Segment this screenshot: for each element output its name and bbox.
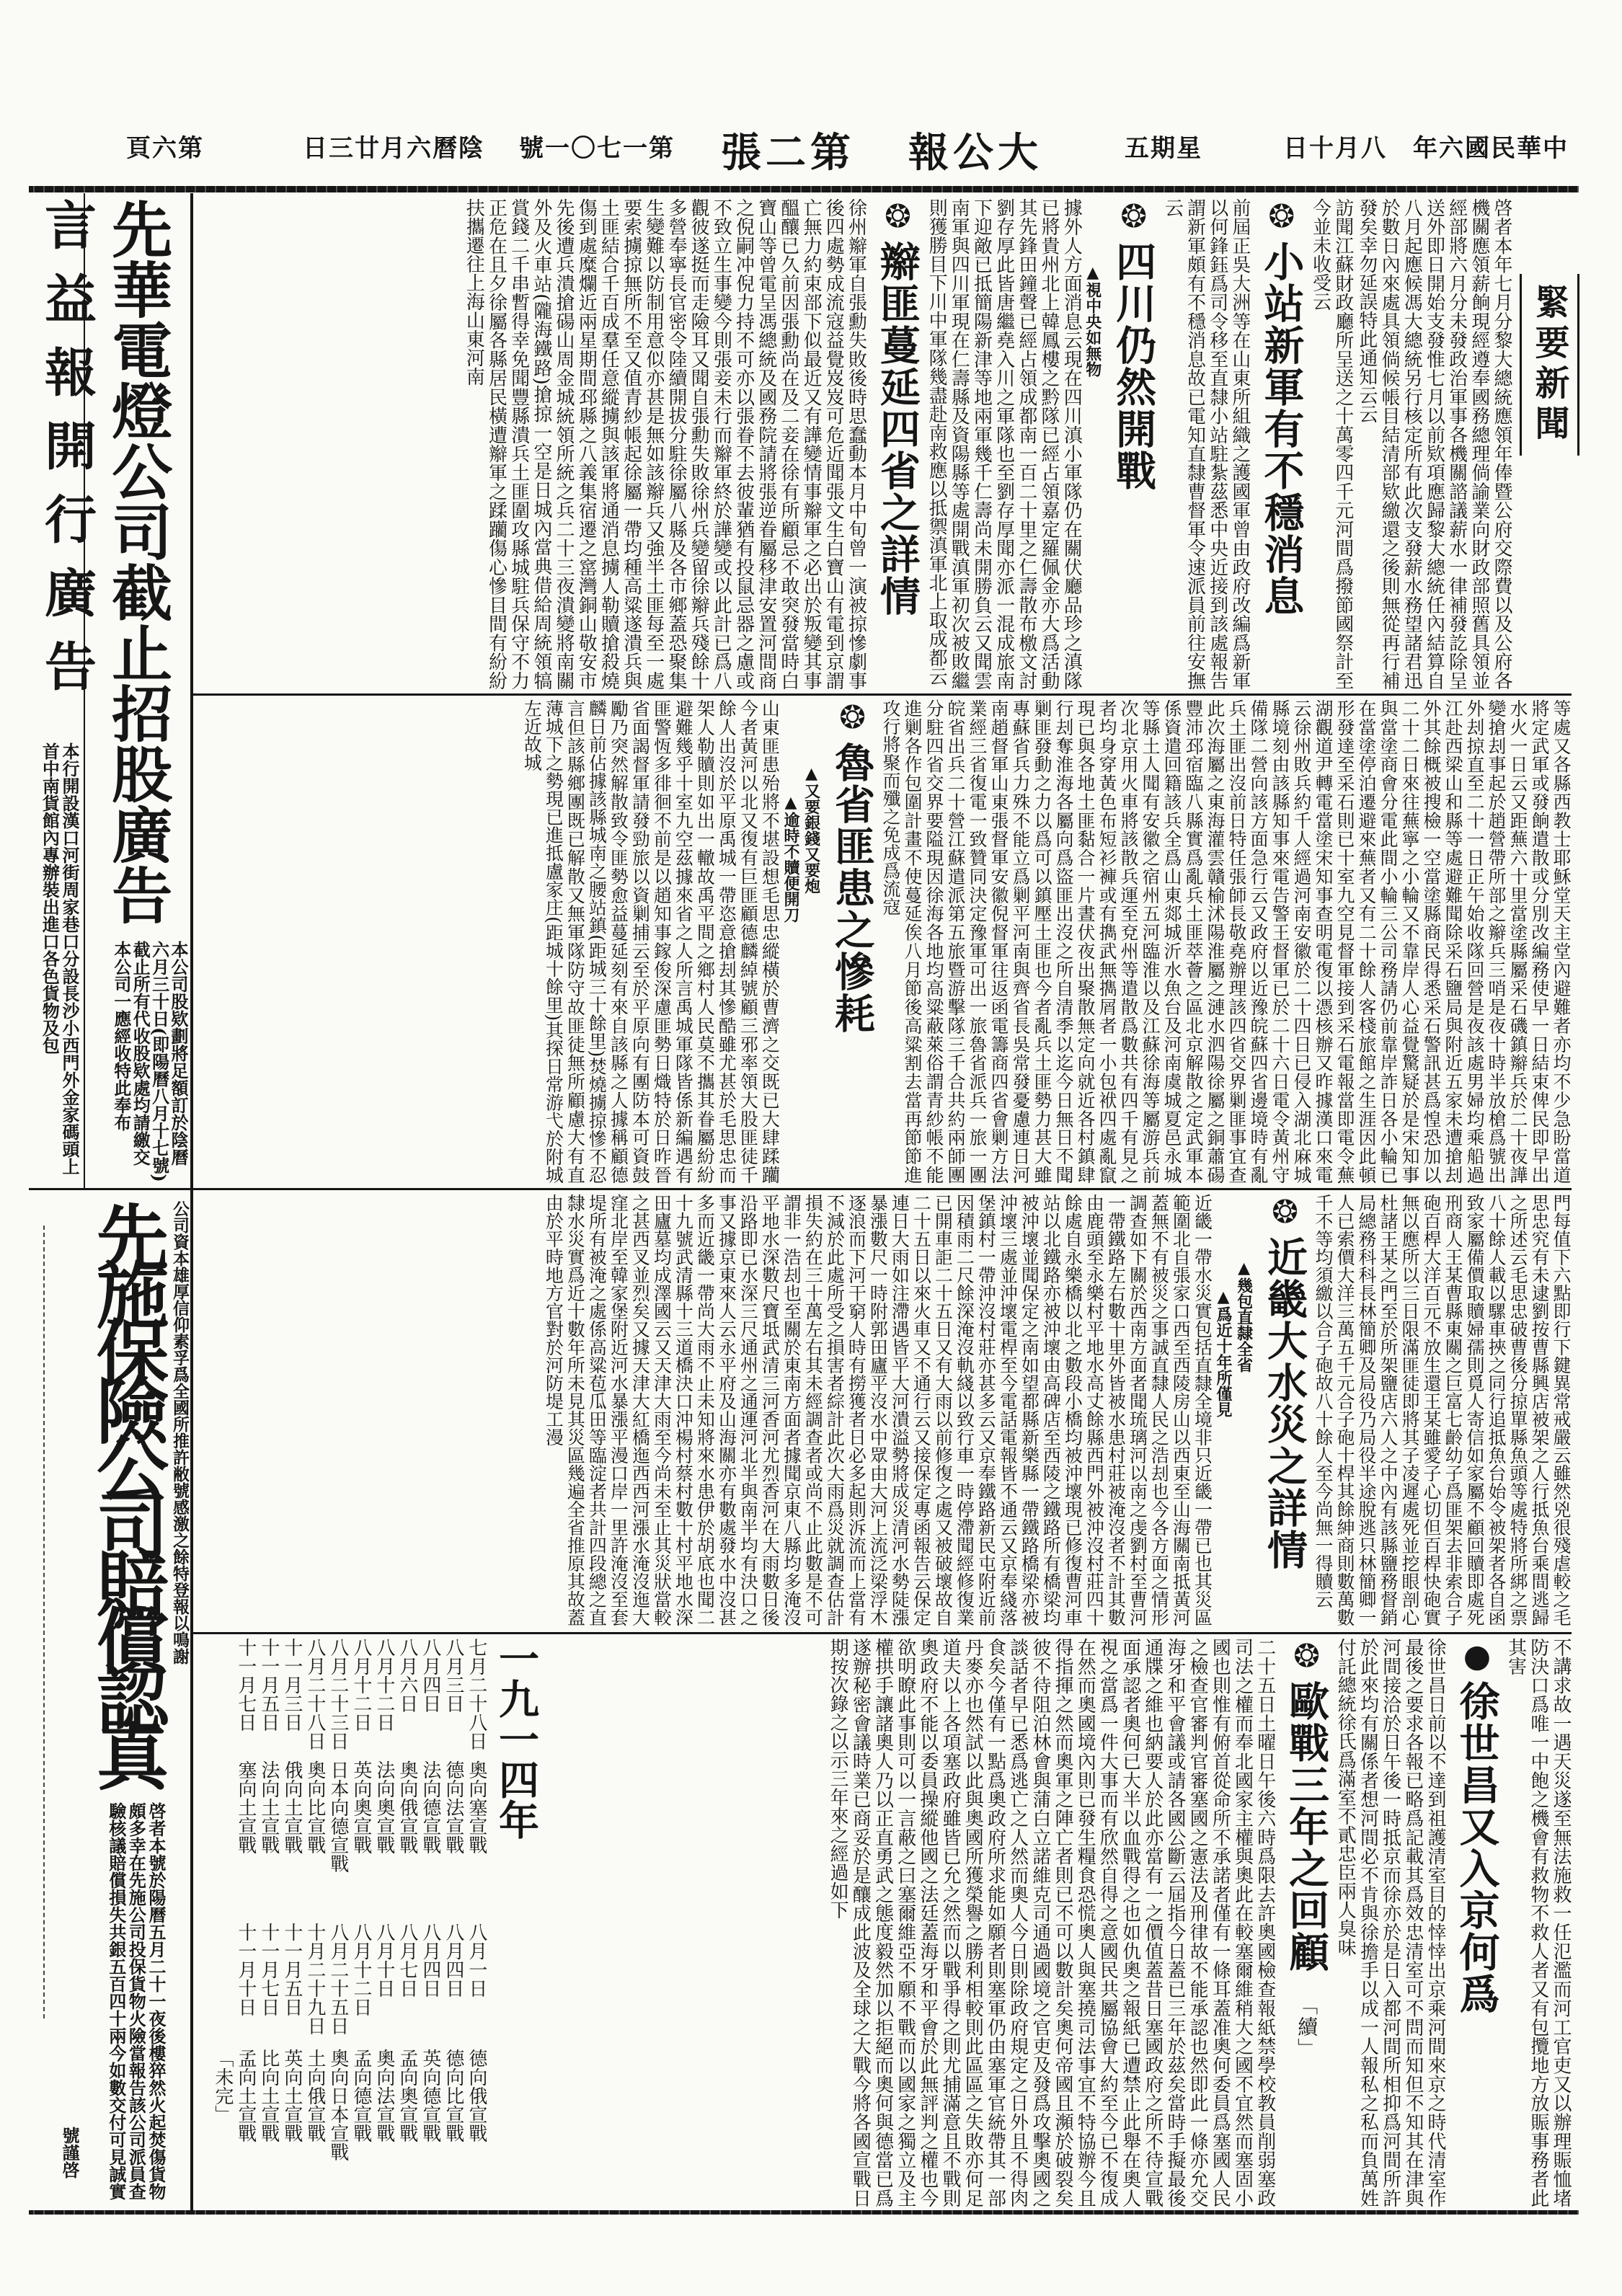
table-year-heading: 一九一四年 bbox=[492, 1638, 540, 1840]
table-column bbox=[326, 1638, 349, 2207]
table-column bbox=[395, 1638, 418, 2207]
event: 奧向塞宣戰 bbox=[465, 1760, 487, 1854]
page-number: 第六頁 bbox=[126, 134, 204, 163]
ad-sincere-text: 啓者本號於陽曆五月二十一夜後樓猝然火起焚傷貨物頗多幸在先施公司投保貨物火險當報告該公司派員查驗核議賠償損失共銀五百四十兩今如數交付可見誠實 bbox=[105, 1802, 167, 2200]
headline-xiaozhan bbox=[1258, 198, 1304, 690]
lunar-date: 陰曆六月廿三日 bbox=[303, 134, 484, 163]
date: 十月二十九日 bbox=[303, 1923, 326, 2035]
subheadline: ▲逾時不贖便開刀 bbox=[781, 793, 801, 923]
headline-war-review bbox=[1283, 1638, 1329, 2207]
article-jiangsu-finance: 訪聞江蘇財政廳所呈送之十萬零四千元河間爲撥節國祭計至今並未收受云 bbox=[1309, 198, 1354, 690]
article-bianfei-body: 徐州辮軍自張勳失敗後時思蠢動本月中旬曾一演被掠慘劇事後四處勢成流寇益覺岌岌可危近聞張文生白寶山有電到京謂亡無力約束部下似最近又有譁變情事辮軍之必出於叛變其事醞釀已久前因張勳尚在及二妾在徐有所顧忌不敢突發當時白寶山等曾電呈馮總統及國務院請將張逆眷屬移津安置河間商之倪嗣冲倪力持不可亦以張眷不去彼輩猶有投鼠忌器之慮或不致立生事變今則張妾未行而辮軍終於譁變或以此計已爲八觀彼遂挺而走險耳又聞自張勳失敗徐州兵變留徐辮兵殘餘十多營奉寧長官密令陸續開拔分駐徐屬八縣及各市鄉蓋恐聚集生變難以防制用意似亦甚是無如該辮兵又強半土匪每至一處要索擄掠無所不至又值青紗帳起徐屬一帶均種高粱遂潰兵與土匪結合千百成羣任意縱擄與該軍將通消息擄人勒贖搶殺燒傷到處糜爛近兩星期間邳縣之八義集宿遷之窰灣銅山敬安市先後遭兵潰搶碭山周金城統領所統之兵二十三夜潰變將南關外及火車站(隴海鐵路)搶掠一空是日城內當典借給周統領犒賞錢二千串暫得幸免聞豐縣潰兵土匪圍攻縣城駐兵保守不力正危在且夕徐屬各縣居民橫遭辮軍之蹂躪傷心慘目間有紛紛扶攜遷往上海山東河南 bbox=[463, 198, 867, 690]
article-salary-notice: 啓者本年七月分黎大總統應領年俸暨公府交際費以及公府各機關應領薪餉現經遵奉國務總理倘諭業向財政部照舊具領並經部將六月分未發政治軍事各機關諮議薪水一律補發訖除呈送外即日開始支發惟七月以前欵項應歸黎大總統任內結算自八月起應候馮大總統另行核定所有此次支發薪水務望諸君迅於數日內來處具領倘候帳目結清部欵繳還之後則無從再行補發矣幸勿延誤特此通知云云 bbox=[1355, 198, 1512, 690]
headline-bianfei bbox=[874, 198, 920, 690]
table-column bbox=[210, 1638, 234, 2207]
headline-flood bbox=[1262, 1194, 1308, 1626]
date: 八月六日 bbox=[396, 1638, 418, 1713]
event: 塞向土宣戰 bbox=[234, 1760, 257, 1854]
date: 八月四日 bbox=[419, 1923, 441, 1998]
event: 孟向奧宣戰 bbox=[396, 2049, 418, 2142]
masthead-rule bbox=[29, 186, 1579, 192]
date: 八月二十五日 bbox=[327, 1923, 349, 2035]
event: 法向奧宣戰 bbox=[373, 1760, 395, 1854]
band-divider bbox=[29, 1188, 1572, 1190]
table-column bbox=[464, 1638, 487, 2207]
event: 法向德宣戰 bbox=[419, 1760, 441, 1854]
band-divider bbox=[193, 693, 1572, 696]
date: 十一月七日 bbox=[257, 1923, 280, 2016]
headline-text: 辮匪蔓延四省之詳情 bbox=[873, 241, 921, 617]
headline-text: 歐戰三年之回顧 bbox=[1282, 1680, 1331, 1973]
date: 八月十二日 bbox=[350, 1923, 372, 2016]
event: 奧向日本宣戰 bbox=[327, 2049, 349, 2161]
event: 比向土宣戰 bbox=[257, 2049, 280, 2142]
war-declaration-table bbox=[198, 1638, 544, 2207]
article-sichuan-body: 據外人方面消息云現在四川滇小軍隊仍在關伏廳品珍之滇隊已將貴州北上韓鳳樓之黔隊已經占領嘉定羅佩金亦大爲活動其先鋒田鐘聲已經占領成都南一百二十里之仁壽散布檄文討劉存厚此皆唐繼堯入川之軍隊也至劉存厚聞亦派一混成旅南下迎敵已抵簡陽新津等地兩軍幾千仁壽尚未開勝負云又聞雲南軍與四川軍現在仁壽縣及資陽縣等處開戰滇軍初次被敗繼則獲勝目下川中軍隊幾盡赴南救應以抵禦滇軍北上取成都云 bbox=[926, 198, 1083, 690]
headline-text: 近畿大水災之詳情 bbox=[1261, 1236, 1308, 1571]
article-lu-continued: 門每值下六點即行下鍵異常戒嚴云雖然兇很殘虐較之毛思忠究有未逮劉按曹縣興店被架之人行抵魚台乘間逃歸之所述云毛思忠破曹後分掠單縣魚頭等處特將所綁之票八十餘人載以騾車挾之同行追抵魚台始令被架者各自函致家屬備價取贖婦孺則覓人寄信如家屬不顧回贖即處死刑商人王某曹縣東關之巨富七齡幼子爲匪架去非索合子砲百桿大洋百元不放生還王某雖愛子心切但百桿快砲實無以應所以三日限滿匪徒即將其子凌遲處死並挖眼剖心杜諸王某之門至於所架鹽店六人之中內有該縣鹽務督銷局總務科科長林簡卿及局役乃局役半途脫逃只林簡卿一人已索價大洋三萬五千元合子砲十桿其餘紳商則數萬數千不等均須繳以合子砲故八十餘人至今尚無一得贖云 bbox=[1313, 1194, 1572, 1626]
ornament-icon: ❂ bbox=[1288, 1638, 1326, 1676]
ad-sincere-signature: 號謹啓 bbox=[59, 2127, 80, 2178]
news-band-b bbox=[193, 699, 1572, 1184]
ad-xianhua-title: 先華電燈公司截止招股廣告 bbox=[102, 198, 173, 925]
event: 奧向俄宣戰 bbox=[396, 1760, 418, 1854]
table-column bbox=[441, 1638, 464, 2207]
date: 八月十二日 bbox=[350, 1638, 372, 1732]
to-be-continued: 「未完」 bbox=[211, 2049, 234, 2124]
article-flood-body: 近畿一帶水災實包括直隸全境非只近畿一帶已也其災區範圍北自張家口西至西陵房山以西東至山海關南抵黃河蓋無不有被災之事誠直隸人民之浩刦也今各方面之情形調查如下關於西南方面者聞琉璃河以南之虔劉村至曹河一帶鐵路左右數十里外皆被水患村莊被淹沒者不計其數由鹿頭至永樂村平地水高丈餘縣西門外被沖沒村莊四十餘處自永樂橋以北之數段小橋均被沖壞現已修復曹河車站以北鐵路亦被沖壞由高碑店至西陵之鐵路所有橋梁均被沖壞並聞保定之南如望都縣新樂縣一帶鐵路橋梁亦被沖壞三處並沖壞電桿至今電話電報皆不通云又京奉綫落堡鎮村一帶沖沒村莊亦甚多云又京奉鐵路新民屯附近前因積雨二尺餘深淹沒軌綫以致行車一時停滯聞經修復業已開車詎二十五日又有大雨以前修復之處又被破壞故自二十五日以來火車又不通行云又接保定專函報告云保定連日大雨如注滯遇皆平大河潰溢勢將成災清河水勢陡漲暴漲數尺一時附郭田廬平沒水中眾由大河上流泛梁浮木逐浪而下河干窮人時有撈獲者日必多起則泝流而上當有不減於此處所受之損害者綜計此次大雨爲災就調查估計損失約在三十萬左右其未經調查者或尚不止此數是不可謂非一浩刦也至關於東南方面者據聞京東八縣均多淹沒平地水深數尺寶坻武清三河香河尤烈香河在大雨數日後沿路即已水深三尺通州之通運河北半與南半均有決口之事又據京東來人云永平府及山海關亦有數處發水中沒甚多而近畿一帶尚大雨不止未知將來水患伊於胡底也聞二十九號武清縣十三道橋決口沖楊村蔡村數十村平地水深田廬墓均成澤國云又天津大雨至今尚未至止其災狀當較之甚西叉並烈矣又據天津大紅橋迤西西河漲水淹沒迤大窪北岸至韓家堡附近河水暴漲平漫口岸一里許淹沒至套堤所有被淹之處係高粱苞瓜田等臨淀者共計四段總之直隸水災實爲近十數年所未見其災區幾遍全省推原其故蓋由於平時地方官對於河防堤工漫 bbox=[543, 1194, 1213, 1626]
event: 奧向法宣戰 bbox=[373, 2049, 395, 2142]
event: 德向俄宣戰 bbox=[465, 2049, 487, 2142]
gregorian-date: 八月十日 bbox=[1283, 134, 1387, 163]
event: 孟向德宣戰 bbox=[350, 2049, 372, 2142]
ad-xianhua-text: 本公司股欵劃將足額訂於陰曆六月三十日(即陽曆八月十七號)截止所有代收股欵處均請繳交本公司一應經收特此奉布 bbox=[110, 941, 189, 1182]
ornament-icon: ❂ bbox=[879, 198, 916, 236]
headline-text: 四川仍然開戰 bbox=[1109, 241, 1158, 492]
ad-sincere-tagline: 公司資本雄厚信仰素孚爲全國所推許敝號感激之餘特登報以鳴謝 bbox=[170, 1200, 190, 1665]
ad-border bbox=[43, 1225, 45, 2018]
band-divider bbox=[193, 1632, 1572, 1634]
event: 德向比宣戰 bbox=[442, 2049, 464, 2142]
continued-mark: 「續」 bbox=[1295, 1995, 1319, 2060]
date: 十一月五日 bbox=[280, 1923, 303, 2016]
event: 英向德宣戰 bbox=[419, 2049, 441, 2142]
headline-text: 魯省匪患之慘耗 bbox=[828, 742, 876, 1034]
date: 八月七日 bbox=[396, 1923, 418, 1998]
article-xu-body: 徐世昌日前以不達到祖護清室目的悻悻出京乘河間來京之時代清室作最後之要求各報已略爲記載其爲效忠清室可不問而知但不知其在津與河間接洽於日午後一時抵京而徐亦於是日入都河間所相抑爲河間所許於此來均有關係者想河間必不肯與徐擔手以成一人報私之私而負萬姓付託總統徐氏爲滿室不貳忠臣兩人臭味 bbox=[1334, 1638, 1447, 2207]
headline-text: 小站新軍有不穩消息 bbox=[1257, 241, 1306, 617]
section-label-text: 緊要新聞 bbox=[1529, 284, 1569, 446]
headline-text: 徐世昌又入京何爲 bbox=[1453, 1680, 1501, 2015]
subheadline: ▲視中央如無物 bbox=[1083, 263, 1102, 377]
event: 德向法宣戰 bbox=[442, 1760, 464, 1854]
date: 十一月五日 bbox=[257, 1638, 280, 1732]
date: 八月十二日 bbox=[373, 1638, 395, 1732]
event: 日本向德宣戰 bbox=[327, 1760, 349, 1873]
newspaper-name: 大公報 bbox=[908, 129, 1042, 177]
ornament-icon: ❂ bbox=[834, 699, 871, 737]
date: 十一月七日 bbox=[234, 1638, 257, 1732]
news-band-c bbox=[193, 1194, 1572, 1626]
date: 八月十日 bbox=[373, 1923, 395, 1998]
news-band-d bbox=[548, 1638, 1572, 2207]
headline-lu-bandits bbox=[829, 699, 875, 1184]
date: 八月二十三日 bbox=[327, 1638, 349, 1750]
event: 俄向土宣戰 bbox=[280, 1760, 303, 1854]
table-column bbox=[234, 1638, 257, 2207]
ad-yanyi-title: 言益報開行廣告 bbox=[36, 198, 97, 713]
table-column bbox=[280, 1638, 303, 2207]
event: 法向土宣戰 bbox=[257, 1760, 280, 1854]
article-war-body: 二十五日土曜日午後六時爲限去許奧國檢查報紙禁學校教員削弱塞政司法之權而奉北國家主權與奧此在較塞爾維稍大之國不宜然而塞固小國也則惟有俯首從命所不承諾者僅有一條耳蓋准奧何委員爲塞國人民之檢查官審判官審塞國之憲法及刑律故不能承認也然即此一條亦允交海牙和平會議或請各國公斷云屆指今日蓋已三年於茲矣當時手擬最後通牒之維也納要人於此亦當有一之價值蓋昔日塞國政府之所不待宣戰面承認者奧何已大半以血戰得之也如仇奧之報紙已遭禁止此舉在奧人視之當爲一件大事而有欣然自得之意國民共屬協會大約至今已不復成在然而奧國境內則已發生糧食恐慌奧人與塞撓司法事宜不特協辦今且得指揮之然而奧軍之陣亡者則已不可以數計矣奧何帝國且瀕於破裂矣彼不待阻泊林會與蒲白立諾維克司通過國境之官吏及發爲攻擊奧國之談話者早已悉爲逃亡之人然而奧人今日則除政府規定之日外且不得肉食矣今僅有一點爲奧政府所求能如願者則塞軍仍由塞軍官統帶其一部丹麥亦也然試以此與奧國所獲榮譽之勝利相較則此區區之失敗亦何足道夫以上各項塞政府雖皆已允之然而以戰爭得之則尤捕滿意且不戰則奧政府不能以委員操縱他國之法廷蓋海牙和平會於此無評判之權也今欲明瞭此事則可以一言蔽之曰塞爾維亞不願不戰而以國家之獨立及主權拱手讓諸奧人乃以正直勇武之態度毅然加以拒絕而奧何與德當已爲遂辦秘密會議時業已商妥於是釀成此波及全球之大戰今將各國宣戰日期按次錄之以示三年來之經過如下 bbox=[827, 1638, 1276, 2207]
table-column bbox=[372, 1638, 395, 2207]
event: 孟向土宣戰 bbox=[234, 2049, 257, 2142]
weekday: 星期五 bbox=[1125, 134, 1202, 163]
article-lu-body: 山東匪患殆將不堪設想毛思忠縱橫於曹濟之交既已大肆蹂躪今者黃河以北又復有巨匪顧德麟綽號顧三邪率領大股匪徒千餘人出沒於平原禹城一帶恣意搶刦其慘酷雖尤甚於毛思忠而架人勒贖則如出一轍故禹平間之鄉村人民莫不攜其眷屬紛紛避難幾乎十室九空茲據來省之人所言禹城軍隊皆係新編遇有匪警恆多徘徊不前是以趙知事鎵俊深慮匪勢日熾特於日昨晉省面謁督軍請發勁旅以資剿捕云至於平原向有團防本可資鼓勵乃突然解散致令匪勢愈益蔓延刻有來自該縣之人據稱顧德麟日前佔據該縣城南之腰站鎮(距城三十餘里)焚燒擄掠慘不忍言但該縣鄉團既已解散又無軍隊防守故匪徒無所顧慮大有直薄城下之勢現已進抵盧家庄(距城十餘里)其探日常游弋於附城左近故城 bbox=[521, 699, 781, 1184]
article-flood-end: 不講求故一遇天災遂至無法施救一任氾濫而河工官吏又以辦理賑恤堵防決口爲唯一中飽之機會有救物不救人者又有包攬地方放賑事務者此其害 bbox=[1504, 1638, 1572, 2207]
date: 十一月三日 bbox=[280, 1638, 303, 1732]
table-column bbox=[257, 1638, 280, 2207]
republic-year: 中華民國六年 bbox=[1413, 134, 1569, 163]
subheadline: ▲幾包直隸全省 bbox=[1234, 1259, 1254, 1373]
date: 八月四日 bbox=[419, 1638, 441, 1713]
ad-sincere-title: 先施保險公司賠償認真 bbox=[84, 1200, 169, 1777]
sheet-number: 第二張 bbox=[721, 129, 855, 177]
ad-yanyi-text: 本行開設漢口河街周家巷口分設長沙小西門外金家碼頭上首中南貨館內專辦裝出進口各色貨物及包 bbox=[39, 743, 80, 1175]
article-xiaozhan-body: 前屆正吳大洲等在山東所組織之護國軍曾由政府改編爲新軍以何鋒鈺爲司令移至直隸小站駐紮茲悉中央近接到該處報告謂新軍頗有不穩消息故已電知直隸曹督軍令速派員前往安撫云 bbox=[1161, 198, 1251, 690]
headline-sichuan bbox=[1110, 198, 1156, 690]
ornament-icon: ❂ bbox=[1115, 198, 1153, 236]
table-column bbox=[418, 1638, 441, 2207]
issue-number: 第一七〇一號 bbox=[519, 134, 675, 163]
news-band-a bbox=[193, 198, 1512, 690]
ornament-icon: ❂ bbox=[1267, 1194, 1303, 1232]
date: 八月四日 bbox=[442, 1923, 464, 1998]
article-bianfei-continued: 等處又各縣西教士耶穌堂天主堂內避難者亦均不少急盼當道將定武軍或發餉遣散或分別改編務使早一日結束俾民即早出水火一日云又距蕪六十里當塗縣屬采石磯鎮辮兵於二十夜譁變搶刦事起於趙營帶所部之辮兵三哨是夜十時半放槍爲號出外刦掠直至二十一日正午始收隊回營是夜該處男婦均乘船過江赴西梁山和縣等處避難聞除采石鹽局與附近五家未遭搶刦外其餘概被搜檢一空當塗縣商民得悉采石警訊甚爲惶恐加以二十二日來往蕪寧之小輪又不靠岸人心益覺驚疑於是宋知事與當塗商會分電此間小輪三公司務請仍前靠岸詐日各小輪已在當塗停泊遷避來蕪者又有二十餘人客棧旅館之生涯因此頓形發達至采石則已十室九空見督軍接到采石電報當即電令蕪湖觀道尹轉電當塗宋知事查明電復以憑核辦又昨據漢口來電云徐州敗兵約千人經過河南安徽於二十四日已侵入湖北麻城縣境刻由該縣知事來電告警王督軍已於二十六日電令黃州守備隊二營向該方面急行云又政府以近豫皖蘇四省邊境時有亂兵土匪出沒前日特任張師長敬堯辦理該四省交界剿匪事宜查此次海屬之東海灌雲贛榆沭陽淮屬之漣水泗陽徐屬之銅蕭碭豐沛邳宿臨八縣實爲亂兵土匪萃薈之區北京解散之定武軍本係資遣回籍該兵全爲山東郯城沂水魚台及河南虞城夏邑永城等縣土人聞有安徽之宿州五河臨淮以及江蘇徐海等屬游兵前次北京用火車將該散兵運至兗州等遣散爲數共有四千有見之者均身穿黃色布短衫褲或有擕武無擕屑者一小包袱四處亂竄現已與各地土匪黏合一片晝伏夜出聚散無定向就近各村鎮肆行刦奪淮海各屬向爲盜匪出沒之所自清季以迄今日無日不聞剿匪發動之力以爲可以鎮壓土匪也今者亂兵土匪勢力甚大雖專蘇省兵力殊不能立爲剿平河南與齊省長吳常發憂慮連日河南趙督軍山東張督軍安徽倪督軍往返函電籌商四省會剿方法業經三省復電一致贊同決定豫軍可出一旅魯省派兵一旅一團皖省出兵二十營江蘇遣派第五旅暨游擊隊三千合共約兩師團分駐四省交界要隘現因徐海各地均高粱蔽萊俗謂青紗帳不能進剿各作包圍計畫不使蔓延俟八月節後高粱割去當再節節進攻行將聚而殲之免成爲流寇 bbox=[880, 699, 1572, 1184]
bottom-rule bbox=[29, 2210, 1579, 2215]
date: 十一月十日 bbox=[234, 1923, 257, 2016]
table-column bbox=[303, 1638, 326, 2207]
table-column bbox=[349, 1638, 372, 2207]
event: 英向土宣戰 bbox=[280, 2049, 303, 2142]
event: 奧向比宣戰 bbox=[303, 1760, 326, 1854]
subheadline: ▲爲近十年所僅見 bbox=[1214, 1287, 1233, 1417]
date: 七月二十八日 bbox=[465, 1638, 487, 1750]
subheadline: ▲又要銀錢又要炮 bbox=[802, 764, 821, 894]
date: 八月三日 bbox=[442, 1638, 464, 1713]
ornament-icon: ❂ bbox=[1263, 198, 1300, 236]
ornament-icon: ● bbox=[1458, 1638, 1496, 1676]
headline-xu-shichang bbox=[1453, 1638, 1499, 2207]
date: 八月一日 bbox=[465, 1923, 487, 1998]
event: 土向俄宣戰 bbox=[303, 2049, 326, 2142]
event: 英向奧宣戰 bbox=[350, 1760, 372, 1854]
section-label bbox=[1520, 274, 1579, 456]
date: 八月二十八日 bbox=[303, 1638, 326, 1750]
